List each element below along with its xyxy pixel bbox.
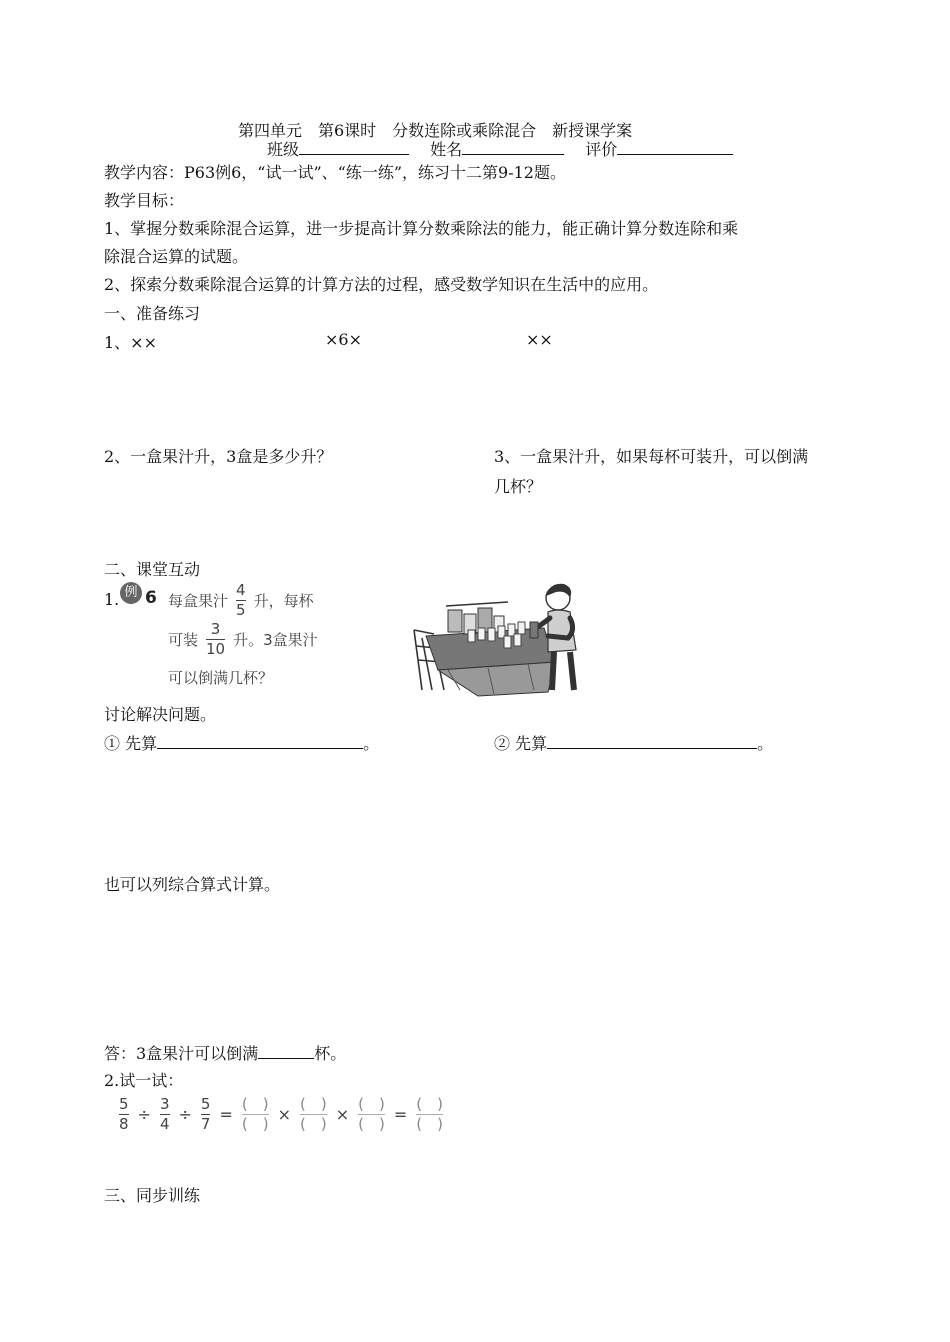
option-1 <box>104 731 379 754</box>
blank-fraction[interactable] <box>416 1096 443 1133</box>
answer-line <box>104 1041 346 1064</box>
discuss-text: 讨论解决问题。 <box>104 705 217 724</box>
combined-expression-text: 也可以列综合算式计算。 <box>104 875 281 894</box>
try-f3-den: 7 <box>200 1115 211 1133</box>
name-field[interactable] <box>462 138 564 155</box>
option-2-label: ② 先算 <box>494 734 548 753</box>
answer-blank[interactable] <box>258 1042 314 1059</box>
option-1-label: ① 先算 <box>104 734 158 753</box>
class-field[interactable] <box>299 138 409 155</box>
blank-den: ( ) <box>358 1115 385 1133</box>
option-2-period: 。 <box>757 734 774 753</box>
frac2-num: 3 <box>210 620 221 638</box>
example-text-1: 每盒果汁 <box>168 592 229 610</box>
frac1-num: 4 <box>236 581 246 599</box>
prep-q1a: 1、×× <box>104 333 157 352</box>
try-heading: 2.试一试： <box>104 1071 184 1090</box>
interact-heading: 二、课堂互动 <box>104 560 201 579</box>
answer-suffix: 杯。 <box>314 1044 347 1063</box>
example-line-1 <box>168 582 314 619</box>
goal-1-line-1: 1、掌握分数乘除混合运算，进一步提高计算分数乘除法的能力，能正确计算分数连除和乘 <box>104 219 739 238</box>
try-f1-den: 8 <box>119 1115 129 1133</box>
prep-q1b: ×6× <box>325 330 362 349</box>
example-number: 1. <box>104 590 120 609</box>
equals-sign: = <box>393 1105 408 1124</box>
page-title: 第四单元 第6课时 分数连除或乘除混合 新授课学案 <box>238 121 633 140</box>
example-badge: 例 <box>120 582 142 604</box>
try-expression <box>116 1096 446 1133</box>
equals-sign: = <box>219 1105 233 1124</box>
option-1-period: 。 <box>363 734 380 753</box>
try-f3-num: 5 <box>200 1095 211 1113</box>
blank-den: ( ) <box>299 1115 327 1133</box>
goal-1-line-2: 除混合运算的试题。 <box>104 247 249 266</box>
example-text-4: 升。3盒果汁 <box>233 631 318 649</box>
example-badge-number: 6 <box>145 588 157 608</box>
try-f2-num: 3 <box>159 1095 170 1113</box>
teaching-content: 教学内容：P63例6，“试一试”、“练一练”，练习十二第9-12题。 <box>104 163 566 182</box>
blank-den: ( ) <box>241 1115 269 1133</box>
prep-heading: 一、准备练习 <box>104 304 201 323</box>
try-frac-3-4 <box>160 1096 170 1133</box>
option-2-blank[interactable] <box>547 732 757 749</box>
frac2-den: 10 <box>206 640 226 658</box>
blank-fraction[interactable] <box>300 1096 327 1133</box>
divide-sign: ÷ <box>137 1105 151 1124</box>
example-line-2 <box>168 621 318 658</box>
option-1-blank[interactable] <box>157 732 363 749</box>
blank-den: ( ) <box>416 1115 443 1133</box>
blank-num: ( ) <box>416 1095 443 1113</box>
frac1-den: 5 <box>236 601 246 619</box>
blank-num: ( ) <box>358 1095 385 1113</box>
times-sign: × <box>277 1105 291 1124</box>
example-text-2: 升，每杯 <box>253 592 314 610</box>
try-frac-5-7 <box>201 1096 211 1133</box>
name-label: 姓名 <box>430 140 463 159</box>
blank-num: ( ) <box>299 1095 327 1113</box>
divide-sign: ÷ <box>178 1105 192 1124</box>
try-f1-num: 5 <box>119 1095 129 1113</box>
prep-q3-line-2: 几杯？ <box>494 477 543 496</box>
example-text-3: 可装 <box>168 631 199 649</box>
prep-q3-line-1: 3、一盒果汁升，如果每杯可装升，可以倒满 <box>494 447 809 466</box>
try-frac-5-8 <box>119 1096 129 1133</box>
goals-heading: 教学目标： <box>104 191 185 210</box>
blank-fraction[interactable] <box>358 1096 385 1133</box>
sync-heading: 三、同步训练 <box>104 1186 201 1205</box>
fraction-3-10 <box>206 621 225 658</box>
option-2 <box>494 731 773 754</box>
prep-q1c: ×× <box>526 330 553 349</box>
goal-2: 2、探索分数乘除混合运算的计算方法的过程，感受数学知识在生活中的应用。 <box>104 275 659 294</box>
eval-label: 评价 <box>585 140 618 159</box>
answer-prefix: 答：3盒果汁可以倒满 <box>104 1044 259 1063</box>
eval-field[interactable] <box>617 138 733 155</box>
fraction-4-5 <box>236 582 246 619</box>
boy-pouring-juice-illustration <box>408 578 588 698</box>
try-f2-den: 4 <box>159 1115 170 1133</box>
times-sign: × <box>335 1105 350 1124</box>
example-text-5: 可以倒满几杯？ <box>168 669 274 687</box>
blank-fraction[interactable] <box>242 1096 269 1133</box>
blank-num: ( ) <box>241 1095 269 1113</box>
info-row <box>267 137 733 160</box>
class-label: 班级 <box>267 140 300 159</box>
prep-q2: 2、一盒果汁升，3盒是多少升？ <box>104 447 333 466</box>
